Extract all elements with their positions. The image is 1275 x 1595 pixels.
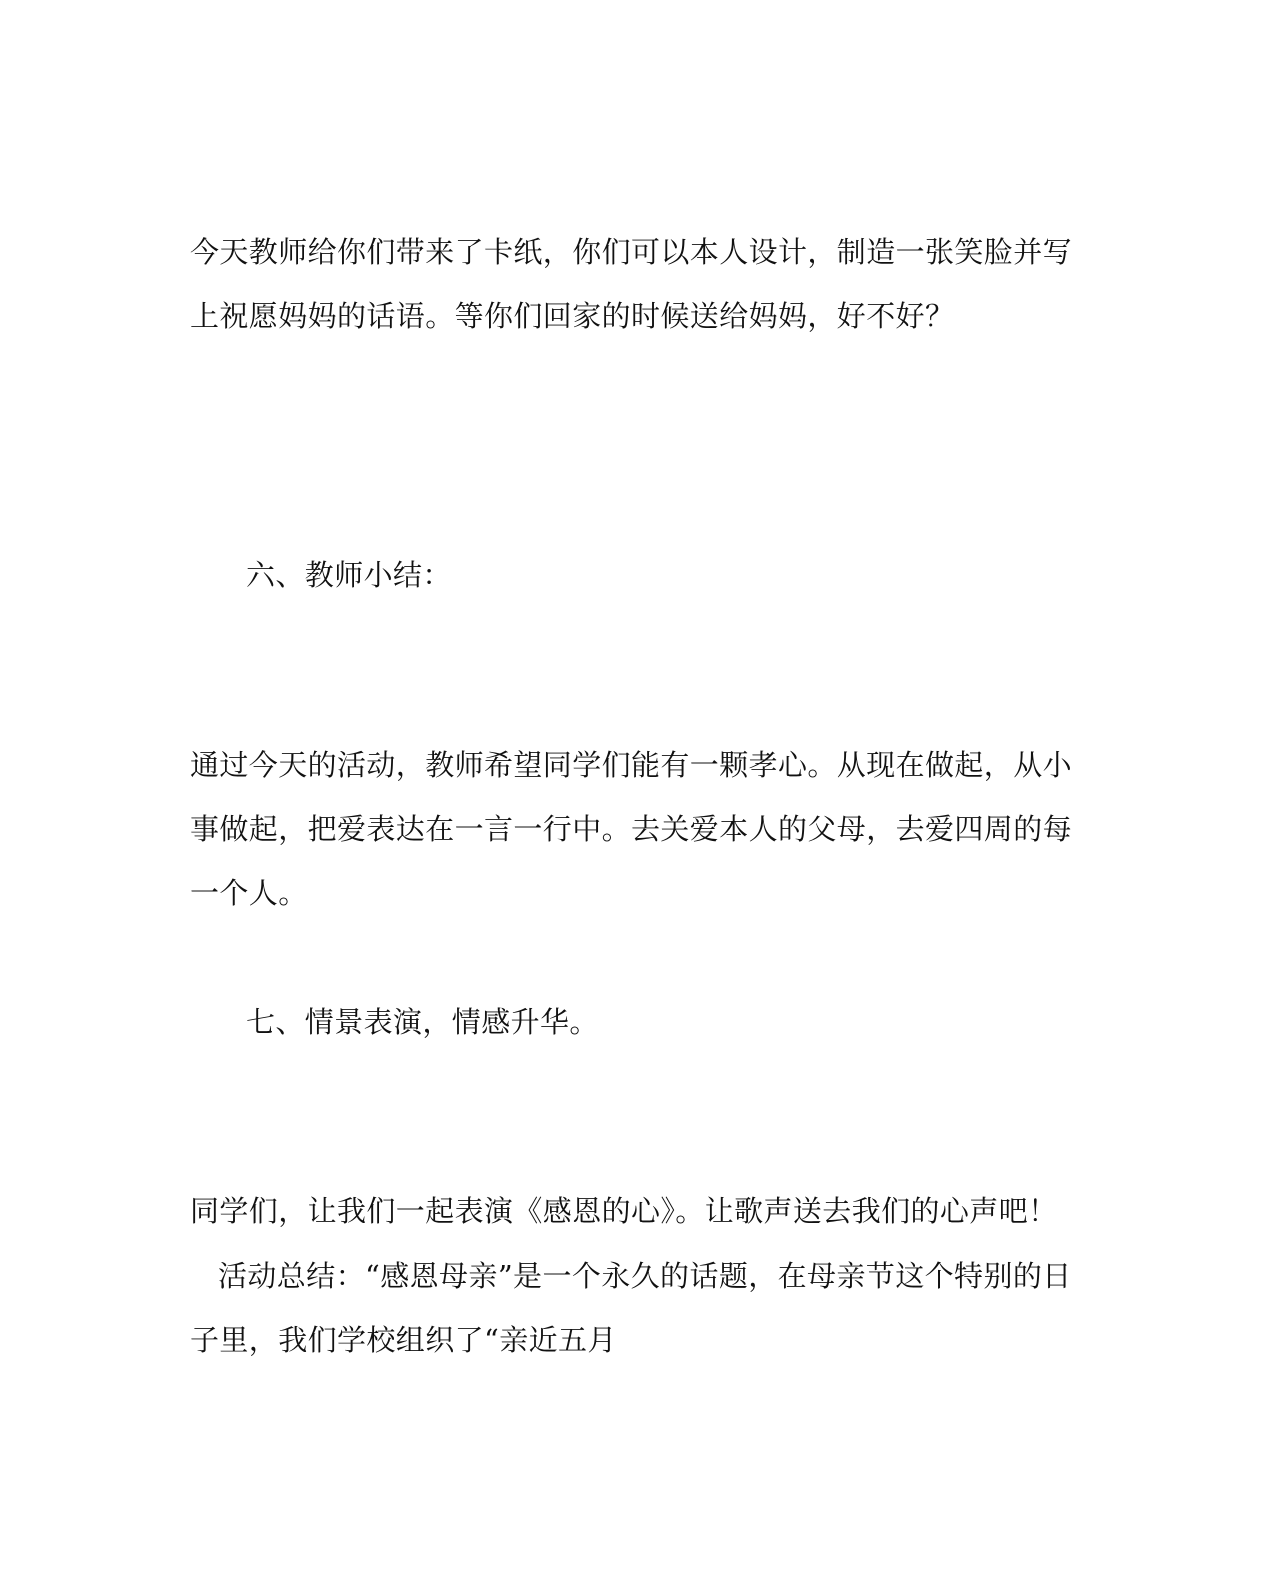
section-heading: 六、教师小结：	[246, 558, 452, 592]
section-heading: 七、情景表演，情感升华。	[246, 1005, 599, 1039]
paragraph-text-line: 子里，我们学校组织了“亲近五月	[190, 1323, 617, 1357]
paragraph-text-line: 上祝愿妈妈的话语。等你们回家的时候送给妈妈，好不好？	[190, 299, 955, 333]
paragraph-text-line: 同学们，让我们一起表演《感恩的心》。让歌声送去我们的心声吧！	[190, 1194, 1058, 1228]
paragraph-text-line: 一个人。	[190, 876, 308, 910]
paragraph-text-line: 今天教师给你们带来了卡纸，你们可以本人设计，制造一张笑脸并写	[190, 235, 1073, 269]
paragraph-text-line: 通过今天的活动，教师希望同学们能有一颗孝心。从现在做起，从小	[190, 748, 1073, 782]
paragraph-text-line: 事做起，把爱表达在一言一行中。去关爱本人的父母，去爱四周的每	[190, 812, 1073, 846]
paragraph-text-line: 活动总结：“感恩母亲”是一个永久的话题，在母亲节这个特别的日	[218, 1259, 1072, 1293]
